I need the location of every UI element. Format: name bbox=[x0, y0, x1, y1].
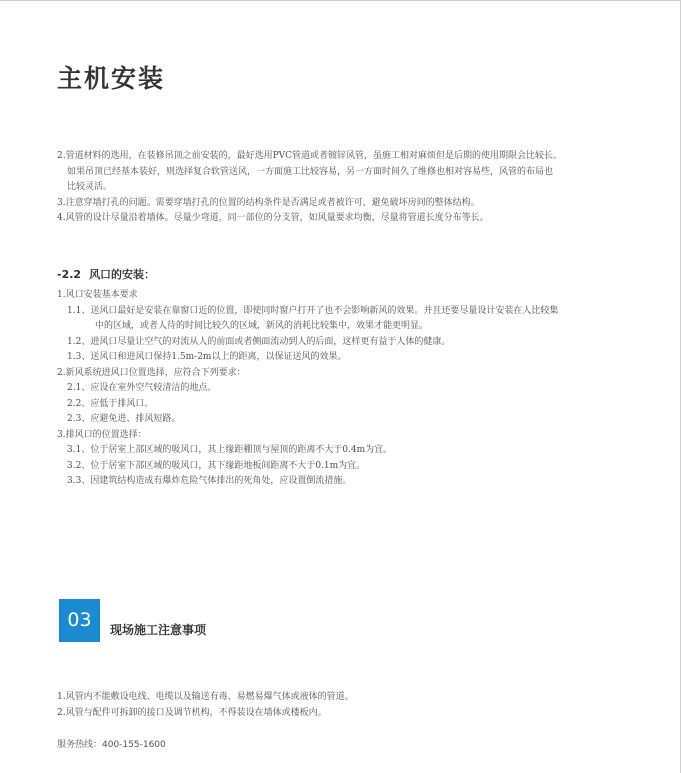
intro-item-3: 3.注意穿墙打孔的问题。需要穿墙打孔的位置的结构条件是否满足或者被许可，避免破坏房间的整体结构。 bbox=[57, 197, 480, 208]
subsection-title: 风口的安装： bbox=[89, 268, 156, 281]
note-item-1: 1.风管内不能敷设电线、电缆以及输送有毒、易燃易爆气体或液体的管道。 bbox=[57, 692, 354, 702]
vent-req-3-3: 3.3、因建筑结构造成有爆炸危险气体排出的死角处，应设置倒流措施。 bbox=[67, 476, 352, 486]
vent-req-3-1: 3.1、位于居室上部区域的吸风口，其上缘距棚顶与屋顶的距离不大于0.4m为宜。 bbox=[67, 445, 393, 455]
note-item-2: 2.风管与配件可拆卸的接口及调节机构，不得装设在墙体或楼板内。 bbox=[57, 707, 327, 718]
intro-list bbox=[57, 149, 657, 227]
vent-req-1-2: 1.2、进风口尽量让空气的对流从人的前面或者侧面流动到人的后面，这样更有益于人体的健康。 bbox=[67, 336, 451, 347]
section-title: 现场施工注意事项 bbox=[110, 623, 207, 637]
vent-req-2-3: 2.3、应避免进、排风短路。 bbox=[67, 414, 181, 424]
vent-install-list bbox=[57, 288, 657, 490]
vent-req-3-2: 3.2、位于居室下部区域的吸风口，其下缘距地板间距离不大于0.1m为宜。 bbox=[67, 460, 366, 471]
section-number-badge: 03 bbox=[59, 599, 100, 642]
vent-req-1-1: 1.1、送风口最好是安装在靠窗口近的位置，即使同时窗户打开了也不会影响新风的效果。并且还要尽量设计安装在人比较集 bbox=[67, 305, 559, 316]
service-hotline: 服务热线：400-155-1600 bbox=[57, 740, 166, 750]
vent-req-1: 1.风口安装基本要求 bbox=[57, 290, 138, 300]
subsection-heading bbox=[57, 266, 155, 282]
intro-item-4: 4.风管的设计尽量沿着墙体。尽量少弯道，同一部位的分支管，如风量要求均衡，尽量将管道长度分布等长。 bbox=[57, 213, 489, 223]
vent-req-1-1-cont: 中的区域，或者人待的时间比较久的区域，新风的消耗比较集中，效果才能更明显。 bbox=[95, 321, 429, 331]
intro-item-2: 2.管道材料的选用，在装修吊顶之前安装的，最好选用PVC管道或者镀锌风管，虽施工相对麻烦但是后期的使用期限会比较长。 bbox=[57, 151, 563, 161]
vent-req-2-2: 2.2、应低于排风口。 bbox=[67, 398, 154, 409]
vent-req-2: 2.新风系统进风口位置选择，应符合下列要求： bbox=[57, 367, 246, 378]
intro-item-2-cont-1: 如果吊顶已经基本装好，则选择复合软管送风，一方面施工比较容易，另一方面时间久了维修也相对容易些，风管的布局也 bbox=[67, 166, 554, 177]
page-title: 主机安装 bbox=[57, 64, 166, 93]
construction-notes-list bbox=[57, 690, 657, 721]
intro-item-2-cont-2: 比较灵活。 bbox=[67, 182, 113, 192]
page-border-top bbox=[0, 0, 681, 1]
vent-req-3: 3.排风口的位置选择： bbox=[57, 429, 147, 440]
subsection-number: -2.2 bbox=[57, 268, 82, 281]
vent-req-2-1: 2.1、应设在室外空气较清洁的地点。 bbox=[67, 383, 217, 393]
vent-req-1-3: 1.3、送风口和进风口保持1.5m-2m以上的距离，以保证送风的效果。 bbox=[67, 352, 347, 362]
